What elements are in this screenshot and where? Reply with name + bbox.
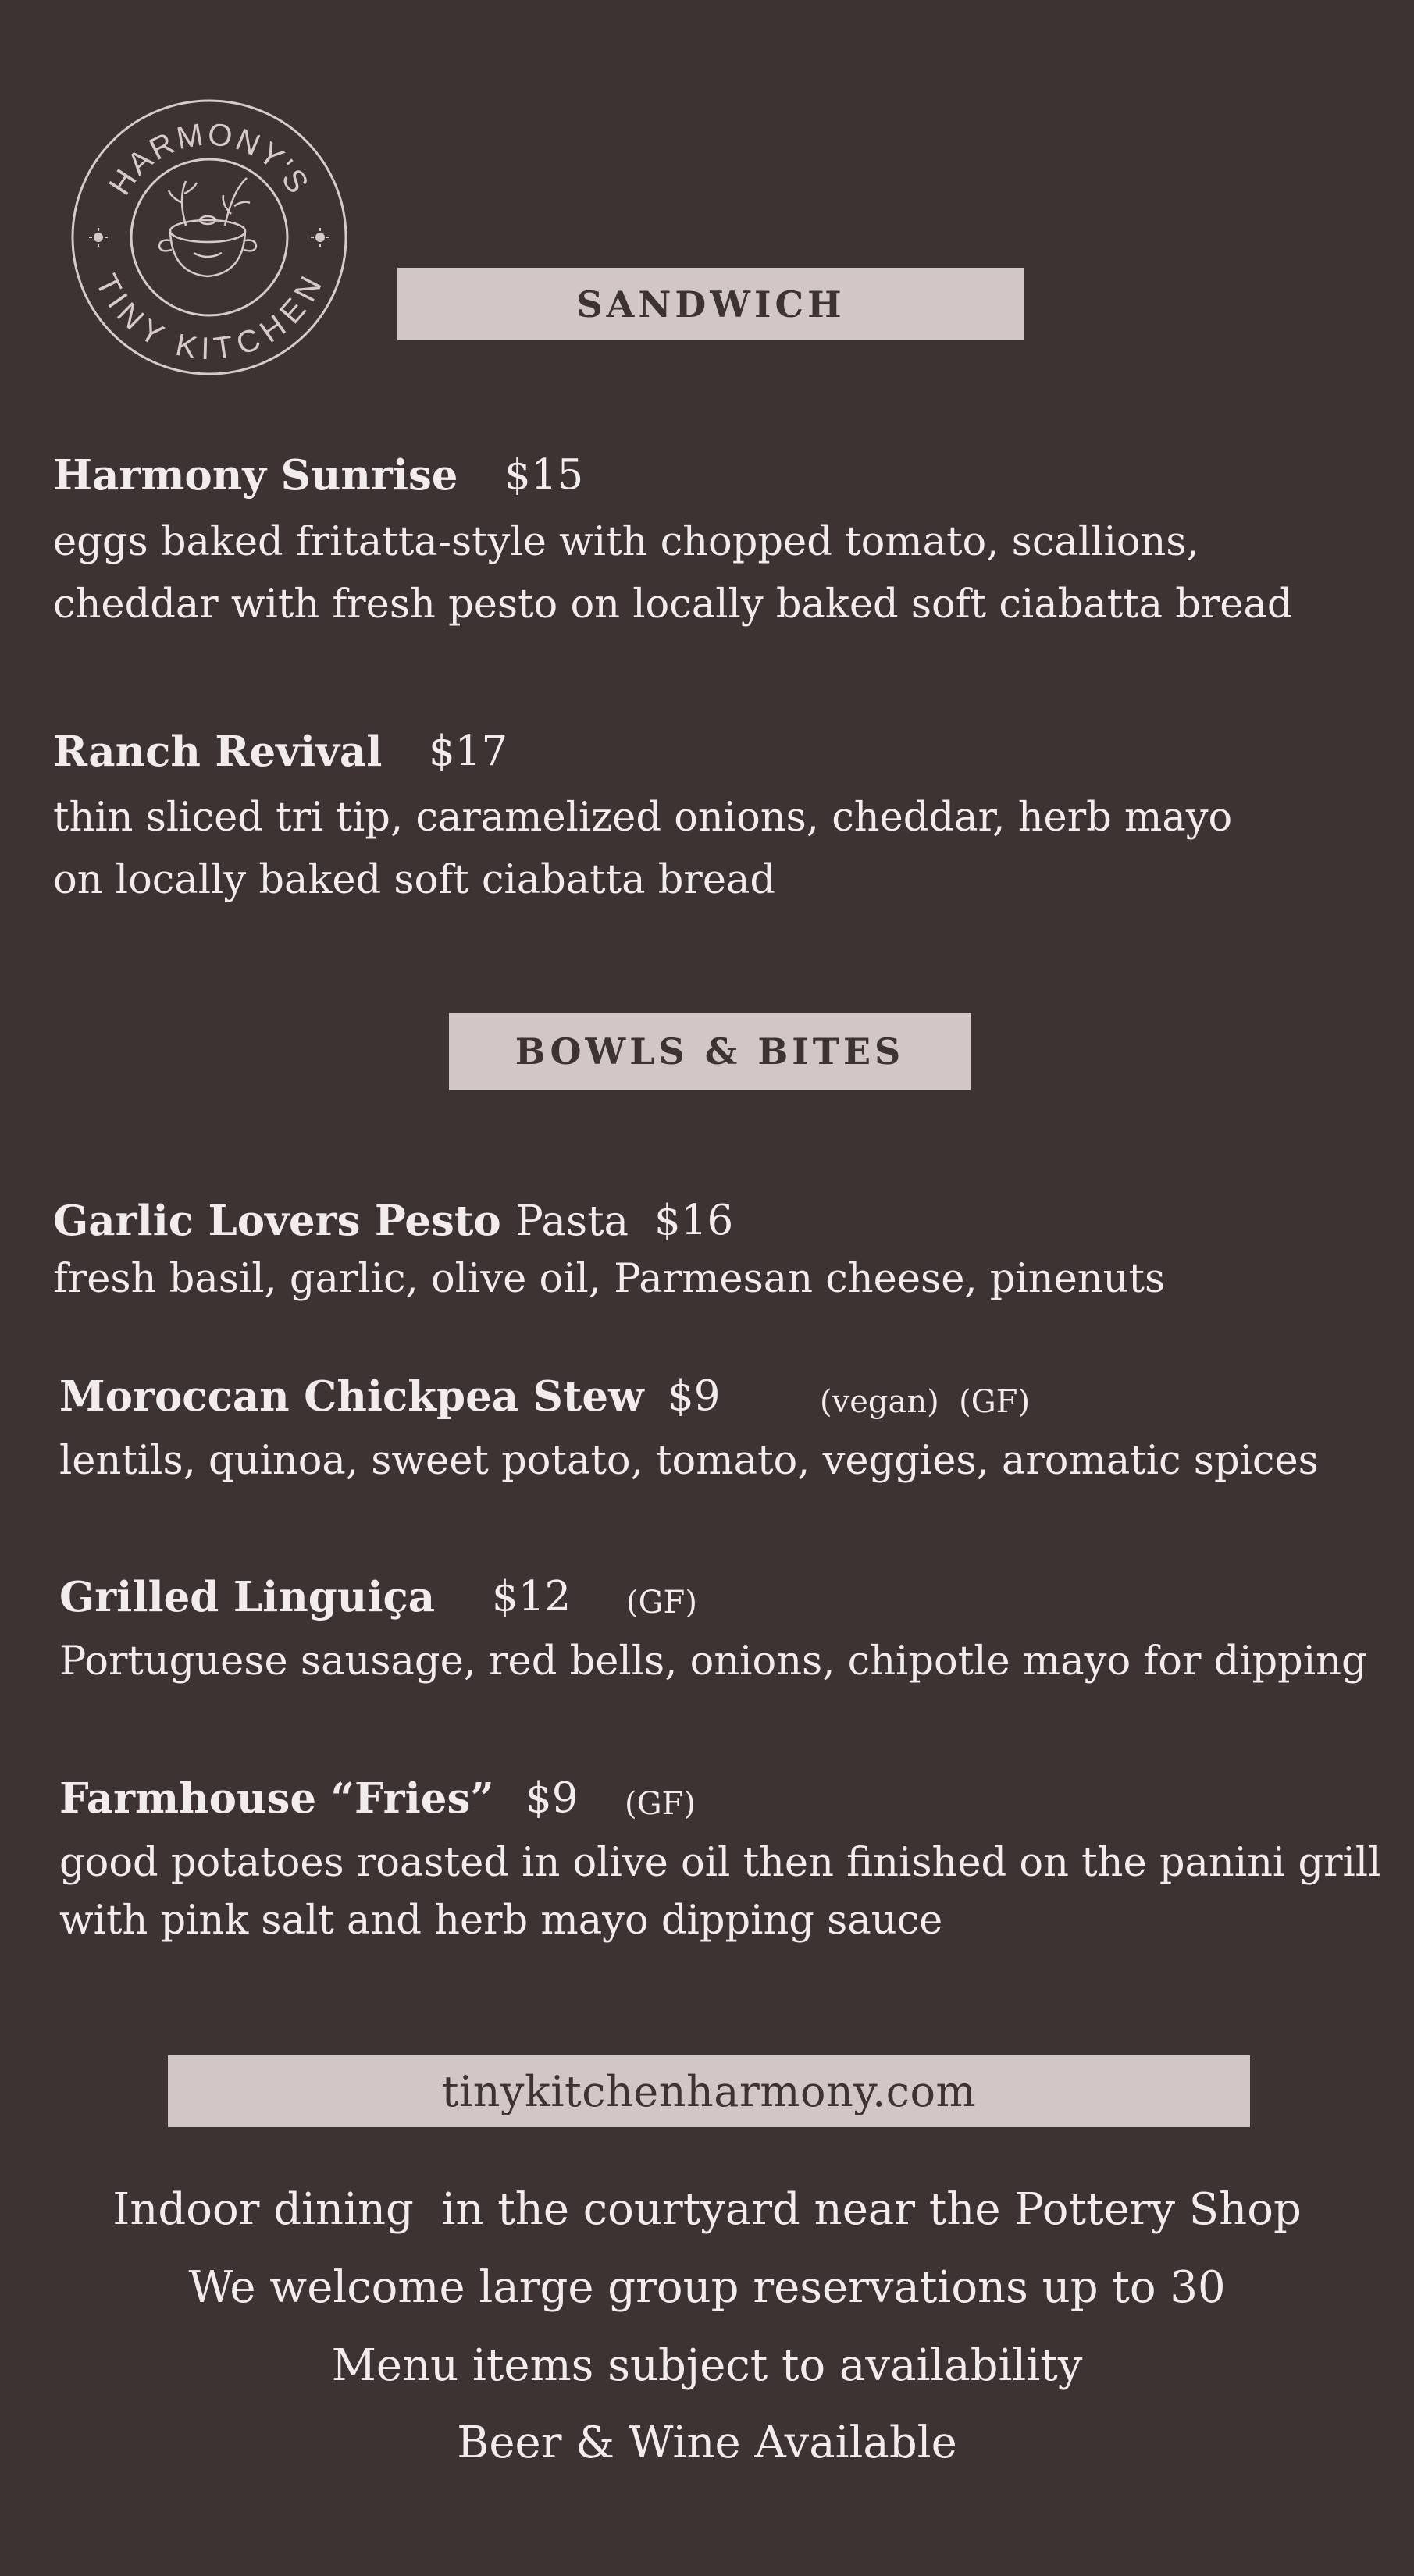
section-banner-sandwich: SANDWICH: [397, 268, 1024, 340]
item-name: Farmhouse “Fries”: [59, 1774, 494, 1823]
website-link[interactable]: tinykitchenharmony.com: [168, 2055, 1250, 2127]
item-description-line: cheddar with fresh pesto on locally baked soft ciabatta bread: [53, 582, 1293, 628]
item-price: $16: [654, 1197, 734, 1244]
item-name: [53, 1197, 629, 1245]
item-name-suffix: Pasta: [515, 1197, 629, 1245]
item-price: $9: [525, 1774, 579, 1822]
item-name: Harmony Sunrise: [53, 451, 458, 500]
item-name: Grilled Linguiça: [59, 1573, 436, 1621]
item-description-line: thin sliced tri tip, caramelized onions, cheddar, herb mayo: [53, 795, 1233, 841]
dietary-tags: (vegan) (GF): [820, 1384, 1031, 1420]
footer-line: We welcome large group reservations up to 30: [188, 2262, 1226, 2313]
item-description-line: on locally baked soft ciabatta bread: [53, 857, 776, 903]
logo-text-top: HARMONY'S: [102, 117, 316, 201]
item-price: $12: [492, 1573, 572, 1621]
item-description-line: eggs baked fritatta-style with chopped tomato, scallions,: [53, 519, 1199, 565]
dietary-tags: (GF): [626, 1585, 697, 1621]
item-name: Moroccan Chickpea Stew: [59, 1372, 644, 1421]
section-banner-bowls: BOWLS & BITES: [449, 1013, 971, 1090]
logo: [69, 97, 350, 378]
item-description-line: with pink salt and herb mayo dipping sauce: [59, 1898, 943, 1944]
cooking-pot-with-herbs-icon: [159, 178, 256, 276]
svg-text:TINY KITCHEN: [89, 269, 330, 367]
footer-line: Beer & Wine Available: [457, 2418, 957, 2468]
item-price: $9: [668, 1372, 721, 1420]
item-price: $17: [429, 728, 508, 775]
item-description-line: good potatoes roasted in olive oil then finished on the panini grill: [59, 1840, 1381, 1886]
sun-icon: [89, 228, 108, 247]
footer-line: Menu items subject to availability: [331, 2340, 1083, 2391]
sun-icon: [311, 228, 329, 247]
dietary-tags: (GF): [625, 1786, 696, 1822]
item-name-bold: Garlic Lovers Pesto: [53, 1197, 501, 1245]
logo-badge: [69, 97, 350, 378]
item-description-line: fresh basil, garlic, olive oil, Parmesan cheese, pinenuts: [53, 1256, 1166, 1302]
item-description-line: lentils, quinoa, sweet potato, tomato, veggies, aromatic spices: [59, 1438, 1319, 1484]
item-name: Ranch Revival: [53, 728, 383, 776]
footer-line: Indoor dining in the courtyard near the Pottery Shop: [112, 2184, 1302, 2235]
item-description-line: Portuguese sausage, red bells, onions, chipotle mayo for dipping: [59, 1638, 1367, 1685]
item-price: $15: [504, 451, 584, 499]
logo-text-bottom: TINY KITCHEN: [88, 269, 330, 367]
